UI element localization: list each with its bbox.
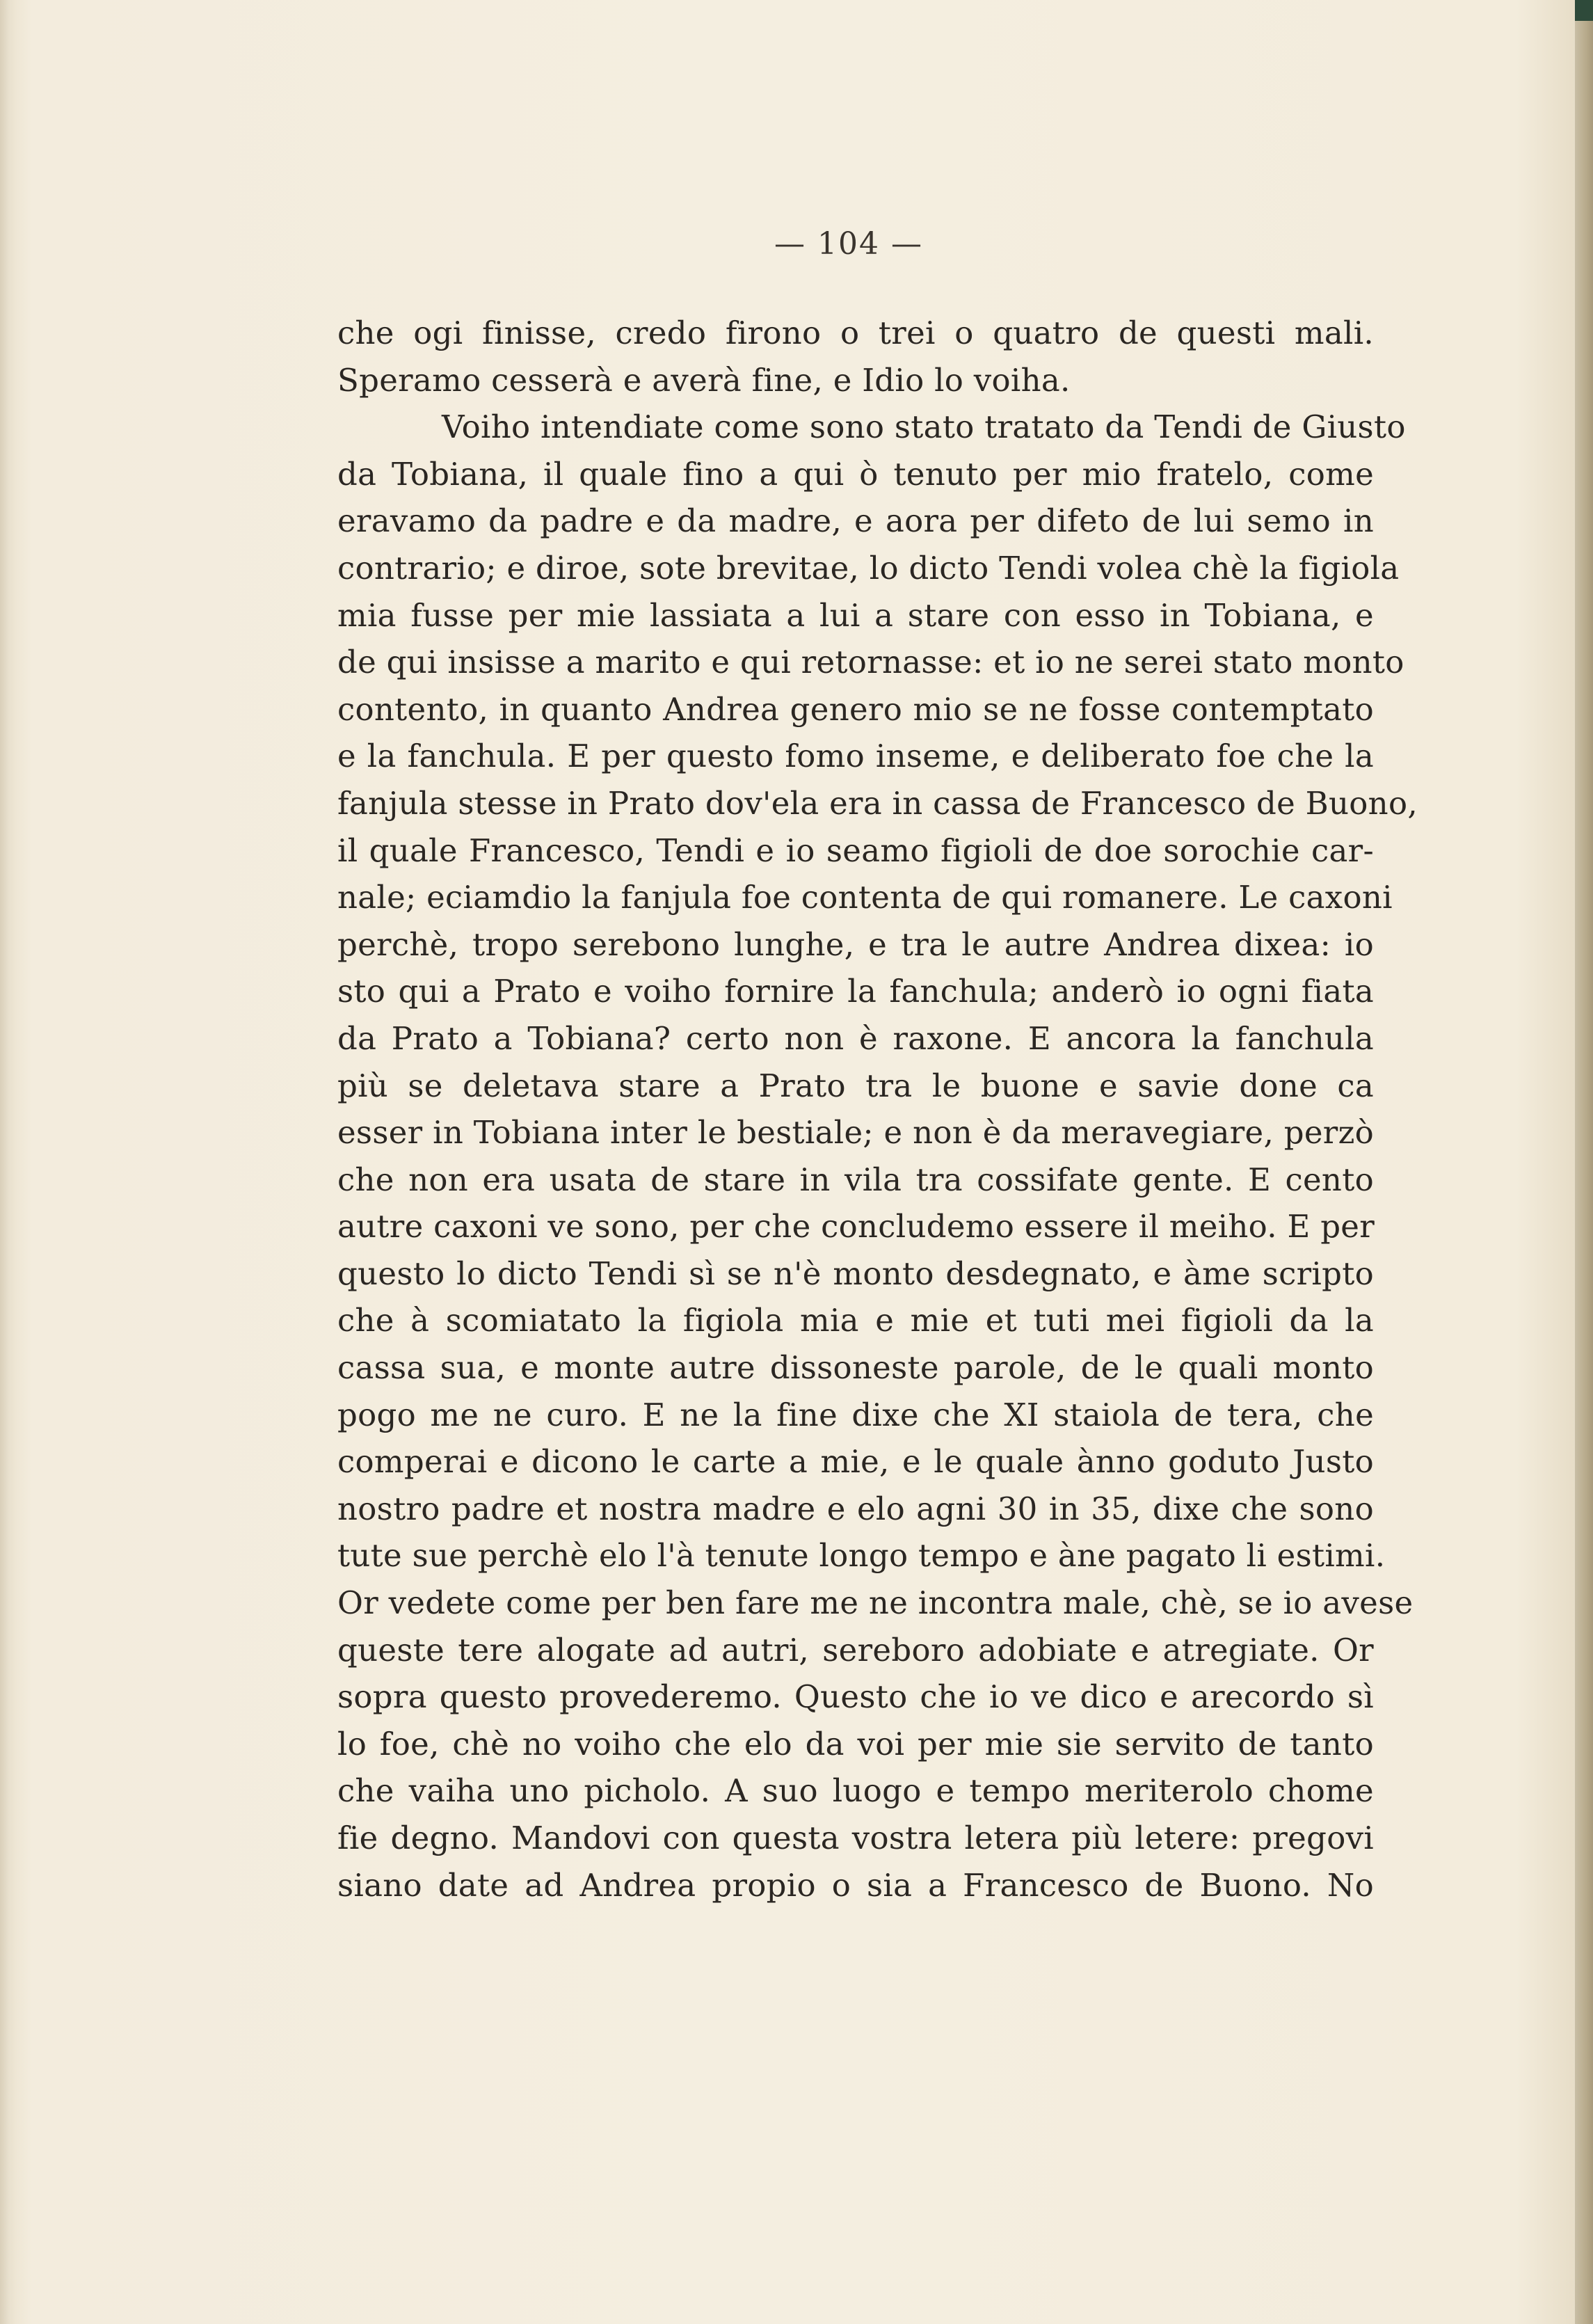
text-line: mia fusse per mie lassiata a lui a stare con esso in Tobiana, e: [337, 596, 1374, 634]
text-line: nostro padre et nostra madre e elo agni 30 in 35, dixe che sono: [337, 1490, 1374, 1527]
body-text: [337, 310, 1418, 1909]
text-line: perchè, tropo serebono lunghe, e tra le autre Andrea dixea: io: [337, 925, 1374, 963]
text-line: che à scomiatato la figiola mia e mie et tuti mei figioli da la: [337, 1302, 1374, 1339]
page-left-edge: [0, 0, 15, 2324]
text-line: da Prato a Tobiana? certo non è raxone. E ancora la fanchula: [337, 1019, 1374, 1057]
text-line: esser in Tobiana inter le bestiale; e non è da meravegiare, perzò: [337, 1114, 1374, 1152]
text-line: questo lo dicto Tendi sì se n'è monto desdegnato, e àme scripto: [337, 1255, 1374, 1292]
text-line: siano date ad Andrea propio o sia a Francesco de Buono. No: [337, 1866, 1374, 1904]
text-line: lo foe, chè no voiho che elo da voi per mie sie servito de tanto: [337, 1725, 1374, 1762]
text-line: pogo me ne curo. E ne la fine dixe che XI staiola de tera, che: [337, 1396, 1374, 1433]
text-line: eravamo da padre e da madre, e aora per difeto de lui semo in: [337, 502, 1374, 540]
page-number: — 104 —: [774, 226, 923, 262]
text-line: Or vedete come per ben fare me ne incontra male, chè, se io avese: [337, 1584, 1414, 1622]
text-line: autre caxoni ve sono, per che concludemo essere il meiho. E per: [337, 1208, 1375, 1245]
text-line: de qui insisse a marito e qui retornasse: et io ne serei stato monto: [337, 644, 1404, 681]
text-line: tute sue perchè elo l'à tenute longo tempo e àne pagato li estimi.: [337, 1537, 1386, 1575]
text-line: sopra questo provederemo. Questo che io ve dico e arecordo sì: [337, 1678, 1374, 1716]
text-line: il quale Francesco, Tendi e io seamo figioli de doe sorochie car-: [337, 831, 1374, 869]
text-line: queste tere alogate ad autri, sereboro adobiate e atregiate. Or: [337, 1631, 1374, 1669]
text-line: che vaiha uno picholo. A suo luogo e tempo meriterolo chome: [337, 1772, 1374, 1810]
text-line: contento, in quanto Andrea genero mio se ne fosse contemptato: [337, 690, 1374, 728]
text-line: sto qui a Prato e voiho fornire la fanchula; anderò io ogni fiata: [337, 973, 1374, 1010]
text-line: fie degno. Mandovi con questa vostra letera più letere: pregovi: [337, 1820, 1374, 1856]
text-line: Voiho intendiate come sono stato tratato da Tendi de Giusto: [442, 408, 1406, 446]
text-line: che non era usata de stare in vila tra cossifate gente. E cento: [337, 1161, 1374, 1198]
text-line: cassa sua, e monte autre dissoneste parole, de le quali monto: [337, 1349, 1374, 1387]
text-line: contrario; e diroe, sote brevitae, lo dicto Tendi volea chè la figiola: [337, 549, 1400, 587]
text-line: che ogi finisse, credo firono o trei o quatro de questi mali.: [337, 315, 1374, 351]
text-line: e la fanchula. E per questo fomo inseme, e deliberato foe che la: [337, 738, 1374, 775]
text-line: comperai e dicono le carte a mie, e le quale ànno goduto Justo: [337, 1443, 1374, 1481]
text-line: fanjula stesse in Prato dov'ela era in cassa de Francesco de Buono,: [337, 784, 1418, 822]
text-line: più se deletava stare a Prato tra le buone e savie done ca: [337, 1067, 1374, 1104]
text-line: nale; eciamdio la fanjula foe contenta de qui romanere. Le caxoni: [337, 879, 1393, 916]
text-line: da Tobiana, il quale fino a qui ò tenuto per mio fratelo, come: [337, 455, 1374, 493]
binding-cloth: [1575, 0, 1593, 21]
text-line: Speramo cesserà e averà fine, e Idio lo voiha.: [337, 361, 1071, 399]
book-binding-edge: [1575, 0, 1593, 2324]
